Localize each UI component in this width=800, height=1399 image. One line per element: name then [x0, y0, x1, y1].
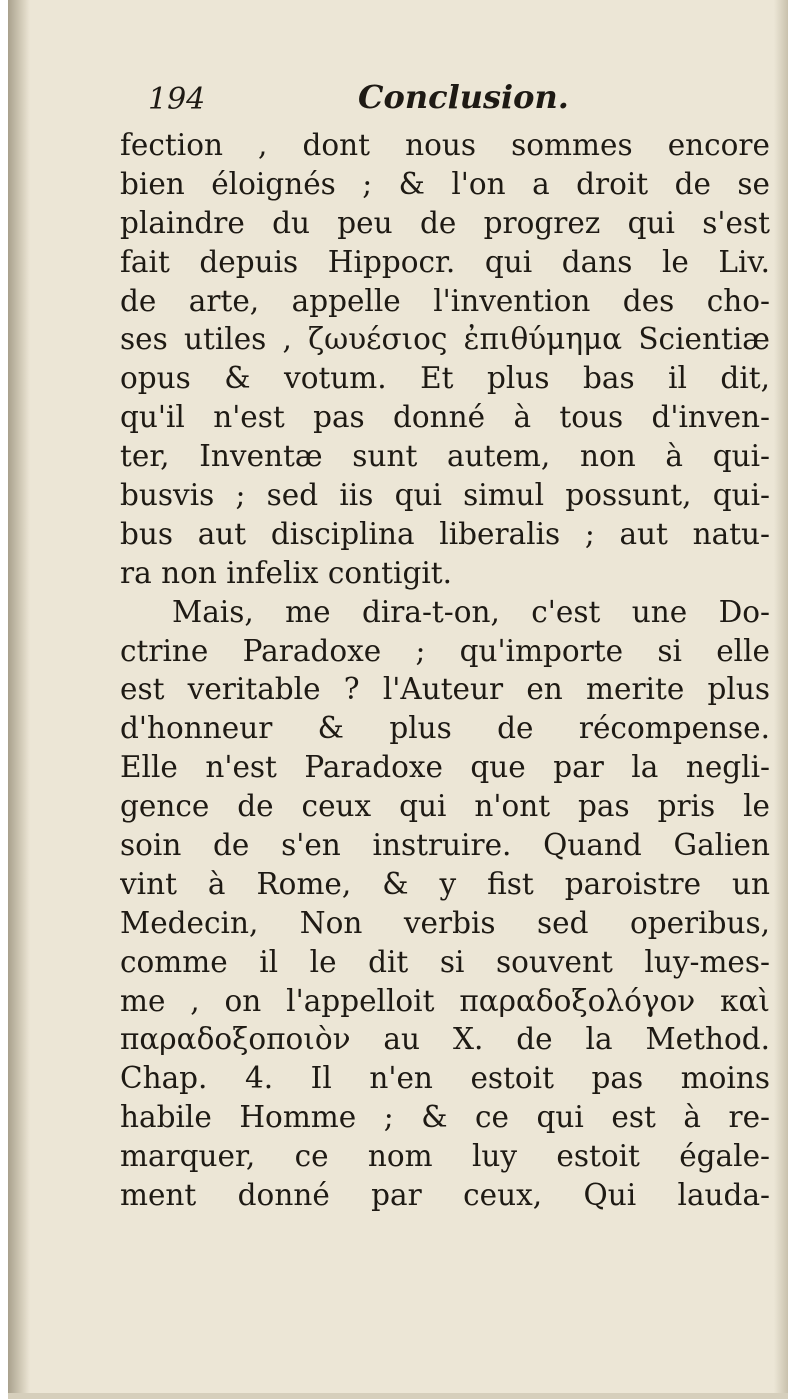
page-header	[138, 78, 698, 118]
body-text	[120, 126, 770, 1215]
page-number: 194	[148, 82, 206, 117]
page-bottom-edge	[8, 1393, 788, 1399]
text-line: παραδοξοποιὸν au X. de la Method.	[120, 1022, 770, 1057]
text-line: comme il le dit si souvent luy-mes-	[120, 944, 770, 979]
text-line: bus aut disciplina liberalis ; aut natu-	[120, 516, 770, 551]
text-line: busvis ; sed iis qui simul possunt, qui-	[120, 478, 770, 513]
text-line: ra non infelix contigit.	[120, 555, 453, 590]
text-line: opus & votum. Et plus bas il dit,	[120, 361, 770, 396]
text-line: est veritable ? l'Auteur en merite plus	[120, 672, 770, 707]
page-edge	[774, 0, 788, 1399]
text-line: Chap. 4. Il n'en estoit pas moins	[120, 1061, 770, 1096]
text-line: ment donné par ceux, Qui lauda-	[120, 1178, 770, 1213]
text-line: d'honneur & plus de récompense.	[120, 711, 770, 746]
page-gutter	[8, 0, 30, 1399]
text-line: me , on l'appelloit παραδοξολόγον καὶ	[120, 983, 770, 1018]
text-line: vint à Rome, & y fist paroistre un	[120, 866, 770, 901]
text-line: Elle n'est Paradoxe que par la negli-	[120, 750, 770, 785]
text-line: soin de s'en instruire. Quand Galien	[120, 828, 770, 863]
text-line: Medecin, Non verbis sed operibus,	[120, 905, 770, 940]
text-line: fection , dont nous sommes encore	[120, 128, 770, 162]
text-line: plaindre du peu de progrez qui s'est	[120, 205, 770, 240]
book-page	[8, 0, 788, 1399]
text-line: gence de ceux qui n'ont pas pris le	[120, 789, 770, 824]
text-line: fait depuis Hippocr. qui dans le Liv.	[120, 244, 770, 279]
text-line: habile Homme ; & ce qui est à re-	[120, 1100, 770, 1135]
text-line: qu'il n'est pas donné à tous d'inven-	[120, 400, 770, 435]
text-line: marquer, ce nom luy estoit égale-	[120, 1139, 770, 1174]
text-line: de arte, appelle l'invention des cho-	[120, 283, 770, 318]
text-line: Mais, me dira-t-on, c'est une Do-	[172, 594, 770, 629]
running-title: Conclusion.	[358, 78, 569, 116]
text-line: ter, Inventæ sunt autem, non à qui-	[120, 439, 770, 474]
text-line: ses utiles , ζωυέσιος ἐπιθύμημα Scientiæ	[120, 322, 770, 357]
text-line: bien éloignés ; & l'on a droit de se	[120, 166, 770, 201]
text-line: ctrine Paradoxe ; qu'importe si elle	[120, 633, 770, 668]
